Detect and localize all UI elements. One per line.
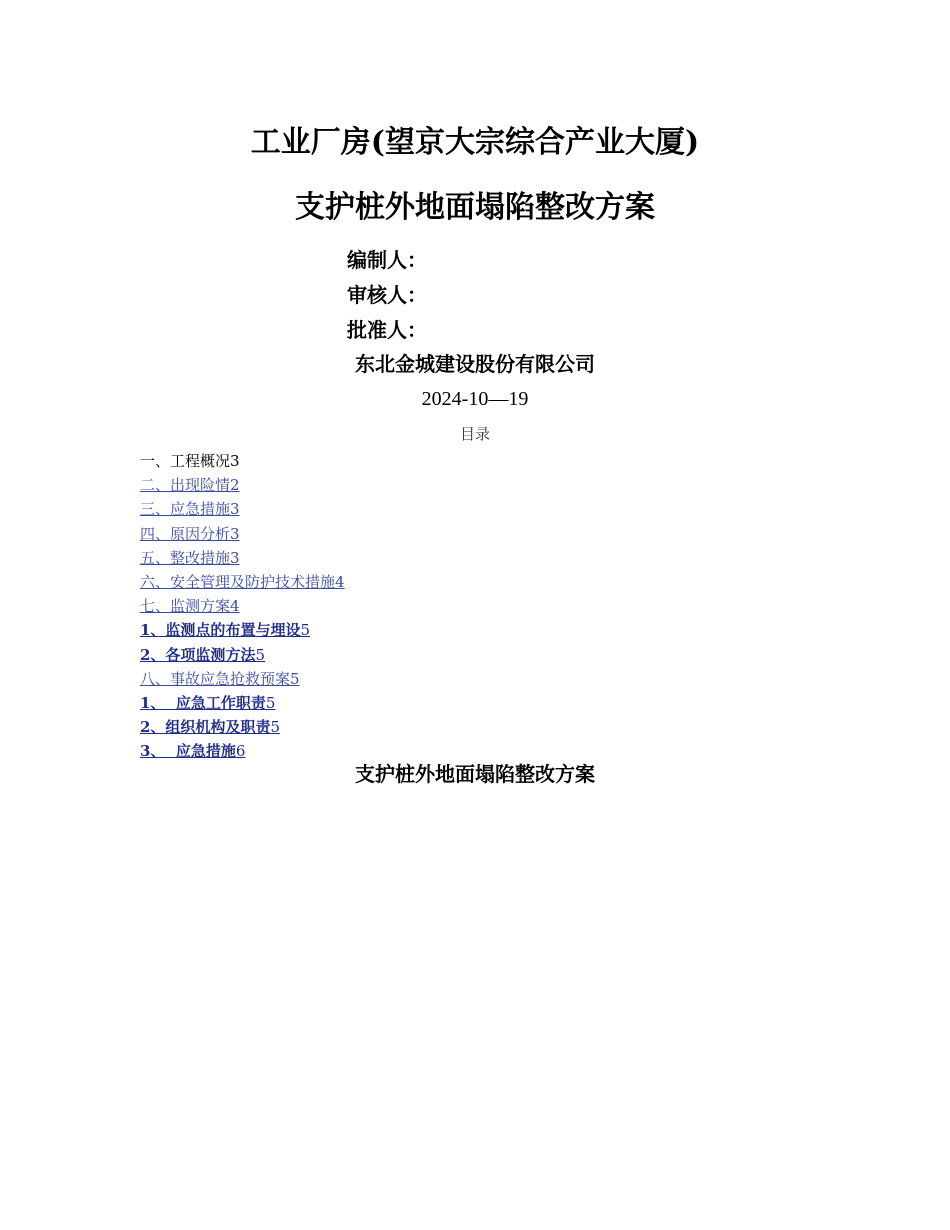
toc-item-page: 5	[255, 645, 265, 664]
toc-item-page: 6	[235, 742, 246, 761]
toc-item	[140, 715, 345, 739]
approver-label: 批准人：	[347, 318, 427, 342]
toc-item-page: 4	[230, 597, 240, 616]
table-of-contents	[140, 449, 345, 763]
toc-item	[140, 497, 345, 521]
toc-item-page: 4	[335, 572, 345, 591]
toc-item-label: 七、监测方案	[140, 597, 231, 616]
toc-link-monitoring-methods[interactable]	[140, 646, 265, 664]
toc-item-page: 5	[265, 693, 276, 712]
toc-link-monitoring-plan[interactable]	[140, 597, 240, 615]
toc-item-label: 2、各项监测方法	[140, 645, 256, 664]
toc-link-organization[interactable]	[140, 718, 280, 736]
toc-item	[140, 739, 345, 763]
toc-item-label: 八、事故应急抢救预案	[140, 669, 291, 688]
toc-link-emergency-rescue-plan[interactable]	[140, 670, 300, 688]
toc-item-page: 5	[290, 669, 300, 688]
toc-item-label: 1、监测点的布置与埋设	[140, 621, 301, 640]
toc-heading: 目录	[459, 425, 490, 443]
toc-item-label: 1、 应急工作职责	[140, 693, 266, 712]
toc-link-hazard[interactable]	[140, 476, 240, 494]
toc-item-page: 2	[230, 476, 240, 495]
company-name: 东北金城建设股份有限公司	[355, 352, 595, 376]
toc-link-emergency-actions[interactable]	[140, 742, 245, 760]
toc-item-page: 5	[300, 621, 310, 640]
toc-item	[140, 691, 345, 715]
toc-link-monitoring-points[interactable]	[140, 621, 310, 639]
toc-item-label: 一、工程概况	[140, 452, 231, 470]
section-title: 支护桩外地面塌陷整改方案	[355, 762, 595, 786]
toc-link-emergency-measures[interactable]	[140, 500, 240, 518]
compiler-label: 编制人：	[347, 248, 427, 272]
toc-item	[140, 546, 345, 570]
toc-item-page: 3	[230, 452, 240, 470]
reviewer-label: 审核人：	[347, 283, 427, 307]
toc-item-label: 六、安全管理及防护技术措施	[140, 572, 336, 591]
document-title-line2: 支护桩外地面塌陷整改方案	[295, 190, 655, 225]
toc-item-label: 五、整改措施	[140, 548, 231, 567]
toc-item	[140, 473, 345, 497]
toc-link-emergency-duties[interactable]	[140, 694, 275, 712]
toc-link-rectification[interactable]	[140, 549, 240, 567]
document-date: 2024-10—19	[421, 388, 529, 410]
toc-item-page: 5	[270, 718, 280, 737]
toc-link-cause-analysis[interactable]	[140, 525, 240, 543]
toc-item	[140, 449, 345, 473]
document-title-line1: 工业厂房(望京大宗综合产业大厦)	[250, 125, 700, 160]
toc-item-label: 二、出现险情	[140, 476, 231, 495]
toc-item-label: 三、应急措施	[140, 500, 231, 519]
toc-item-label: 四、原因分析	[140, 524, 231, 543]
toc-item-label: 2、组织机构及职责	[140, 718, 271, 737]
toc-item	[140, 643, 345, 667]
toc-item-page: 3	[230, 524, 240, 543]
toc-item-label: 3、 应急措施	[140, 742, 236, 761]
toc-item	[140, 618, 345, 642]
toc-link-safety-management[interactable]	[140, 573, 345, 591]
toc-item	[140, 594, 345, 618]
toc-item	[140, 522, 345, 546]
toc-item-page: 3	[230, 500, 240, 519]
toc-item	[140, 667, 345, 691]
toc-item-page: 3	[230, 548, 240, 567]
toc-item	[140, 570, 345, 594]
toc-link-project-overview[interactable]	[140, 452, 240, 470]
